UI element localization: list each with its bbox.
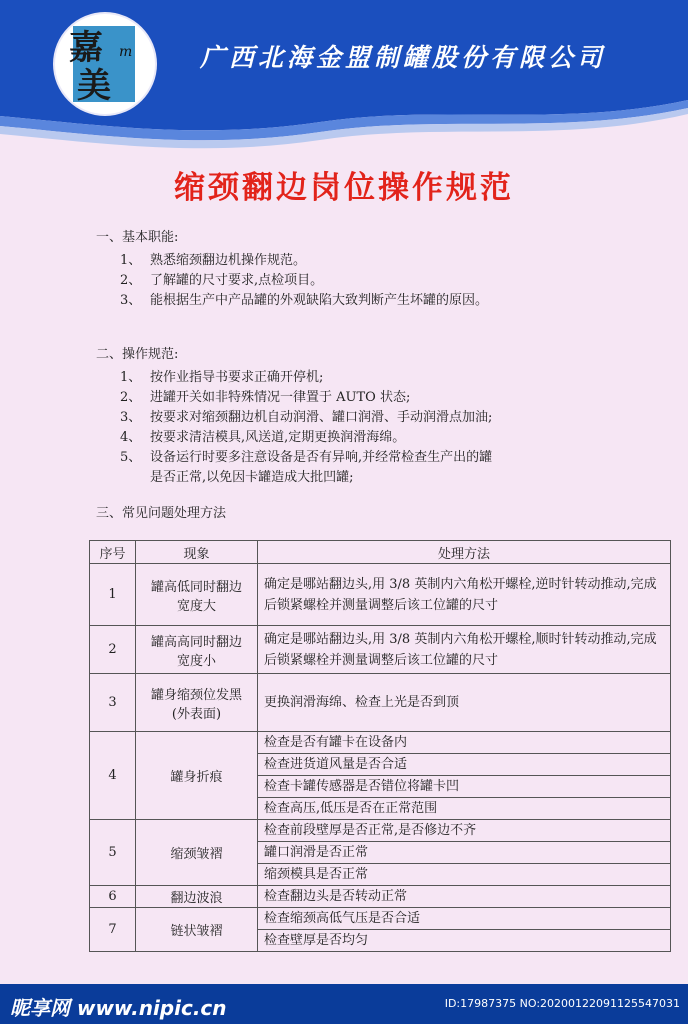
row-method: 罐口润滑是否正常 <box>258 842 671 864</box>
company-logo <box>55 14 155 114</box>
item-text: 按要求对缩颈翻边机自动润滑、罐口润滑、手动润滑点加油; <box>150 410 493 425</box>
row-no: 5 <box>90 820 136 886</box>
item-number: 5、 <box>120 450 142 465</box>
logo-mark: m <box>119 44 133 60</box>
row-method: 检查前段壁厚是否正常,是否修边不齐 <box>258 820 671 842</box>
row-method: 确定是哪站翻边头,用 3/8 英制内六角松开螺栓,逆时针转动推动,完成后锁紧螺栓并测量调整后该工位罐的尺寸 <box>258 564 671 626</box>
watermark-id: ID:17987375 NO:20200122091125547031 <box>444 997 680 1010</box>
item-number: 3、 <box>120 410 142 425</box>
section2-item-continuation: 是否正常,以免因卡罐造成大批凹罐; <box>150 470 354 485</box>
row-method: 检查缩颈高低气压是否合适 <box>258 908 671 930</box>
page-title: 缩颈翻边岗位操作规范 <box>174 170 514 206</box>
watermark-brand: 昵享网 www.nipic.cn <box>10 996 227 1020</box>
row-phenomenon: 缩颈皱褶 <box>136 820 258 886</box>
row-no: 4 <box>90 732 136 820</box>
row-no: 6 <box>90 886 136 908</box>
section1-heading: 一、基本职能: <box>96 230 179 245</box>
table-row <box>90 820 671 842</box>
row-method: 更换润滑海绵、检查上光是否到顶 <box>258 674 671 732</box>
table-row <box>90 626 671 674</box>
section2-heading: 二、操作规范: <box>96 347 179 362</box>
row-method: 检查翻边头是否转动正常 <box>258 886 671 908</box>
header-banner <box>0 0 688 150</box>
item-number: 1、 <box>120 253 142 268</box>
watermark-footer <box>0 984 688 1024</box>
phenomenon-line: 宽度小 <box>176 653 216 669</box>
row-method: 检查壁厚是否均匀 <box>258 930 671 952</box>
item-text: 了解罐的尺寸要求,点检项目。 <box>150 273 324 288</box>
row-method: 检查是否有罐卡在设备内 <box>258 732 671 754</box>
header-phenomenon: 现象 <box>136 541 258 564</box>
phenomenon-line: 罐身缩颈位发黑 <box>150 687 242 703</box>
company-name: 广西北海金盟制罐股份有限公司 <box>200 43 607 72</box>
row-phenomenon: 链状皱褶 <box>136 908 258 952</box>
row-method: 检查高压,低压是否在正常范围 <box>258 798 671 820</box>
item-number: 1、 <box>120 370 142 385</box>
section3-heading: 三、常见问题处理方法 <box>96 506 227 521</box>
row-phenomenon <box>136 626 258 674</box>
item-number: 4、 <box>120 430 142 445</box>
row-no: 7 <box>90 908 136 952</box>
table-row <box>90 732 671 754</box>
item-number: 2、 <box>120 273 142 288</box>
row-phenomenon: 翻边波浪 <box>136 886 258 908</box>
phenomenon-line: (外表面) <box>171 706 222 722</box>
table-row <box>90 908 671 930</box>
logo-char-jia: 嘉 <box>69 28 103 68</box>
logo-char-mei: 美 <box>77 66 111 106</box>
row-phenomenon <box>136 674 258 732</box>
row-no: 1 <box>90 564 136 626</box>
row-no: 2 <box>90 626 136 674</box>
problem-table <box>89 540 671 952</box>
item-text: 进罐开关如非特殊情况一律置于 AUTO 状态; <box>150 390 411 405</box>
table-row <box>90 564 671 626</box>
phenomenon-line: 罐高高同时翻边 <box>150 634 242 650</box>
header-no: 序号 <box>90 541 136 564</box>
phenomenon-line: 罐高低同时翻边 <box>150 579 242 595</box>
row-phenomenon: 罐身折痕 <box>136 732 258 820</box>
item-number: 2、 <box>120 390 142 405</box>
row-method: 检查进货道风量是否合适 <box>258 754 671 776</box>
row-no: 3 <box>90 674 136 732</box>
row-phenomenon <box>136 564 258 626</box>
item-text: 熟悉缩颈翻边机操作规范。 <box>150 253 307 268</box>
item-text: 按作业指导书要求正确开停机; <box>150 370 324 385</box>
row-method: 缩颈模具是否正常 <box>258 864 671 886</box>
row-method: 确定是哪站翻边头,用 3/8 英制内六角松开螺栓,顺时针转动推动,完成后锁紧螺栓并测量调整后该工位罐的尺寸 <box>258 626 671 674</box>
item-text: 设备运行时要多注意设备是否有异响,并经常检查生产出的罐 <box>150 450 493 465</box>
header-method: 处理方法 <box>258 541 671 564</box>
item-text: 按要求清洁模具,风送道,定期更换润滑海绵。 <box>150 430 406 445</box>
table-row <box>90 674 671 732</box>
phenomenon-line: 宽度大 <box>176 598 216 614</box>
row-method: 检查卡罐传感器是否错位将罐卡凹 <box>258 776 671 798</box>
table-row <box>90 886 671 908</box>
item-text: 能根据生产中产品罐的外观缺陷大致判断产生坏罐的原因。 <box>150 293 489 308</box>
table-header-row <box>90 541 671 564</box>
item-number: 3、 <box>120 293 142 308</box>
